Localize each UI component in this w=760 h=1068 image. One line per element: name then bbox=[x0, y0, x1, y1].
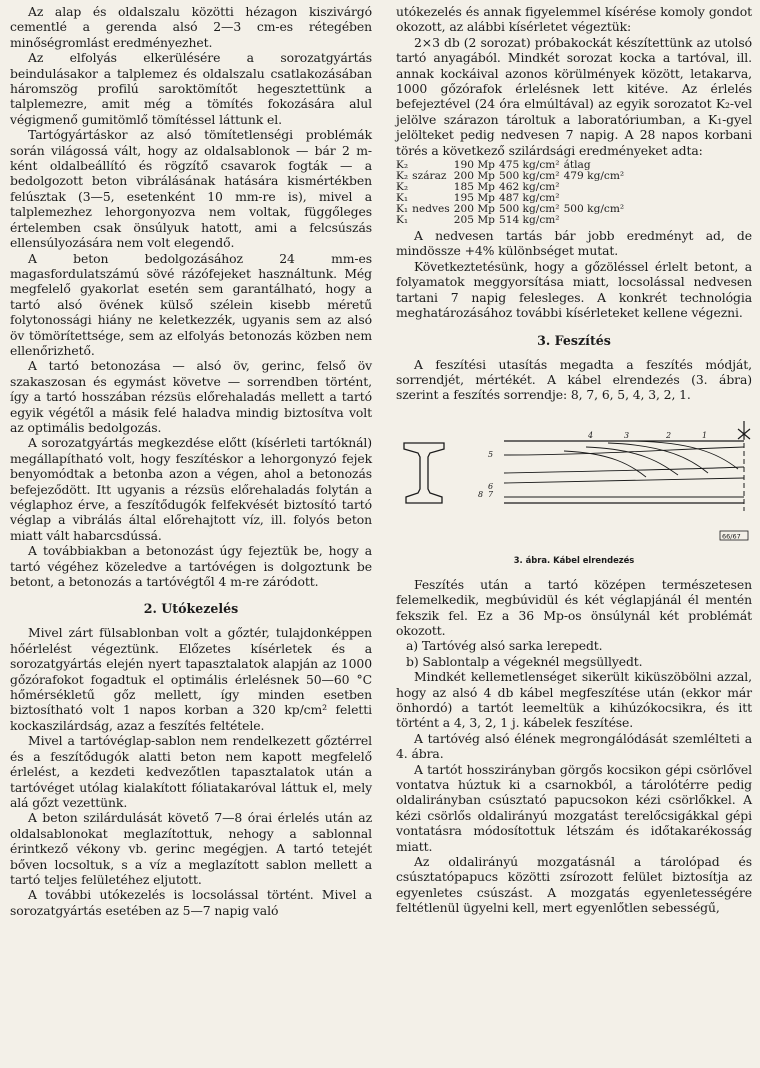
paragraph: Mindkét kellemetlenséget sikerült kiküszöbölni azzal, hogy az alsó 4 db kábel megfeszítése után (ekkor már önhordó) a tartót leemeltük a kihúzókocsikra, és itt történt a 4, 3, 2, 1 j. kábelek feszítése. bbox=[396, 669, 752, 731]
sample-load: 200 Mp bbox=[453, 203, 495, 216]
cable-label-6: 6 bbox=[488, 481, 494, 491]
paragraph: A tartót hosszirányban görgős kocsikon gépi csörlővel vontatva húztuk ki a csarnokból, a tárolótérre pedig oldalirányban csúsztató papucsokon kézi csörlőkkel. A kézi csörlős oldalirányú mozgatást terelőcsigákkal gépi vontatásra módosítottuk létszám és időtakarékosság miatt. bbox=[396, 761, 752, 854]
cable-arrangement-figure bbox=[396, 411, 752, 549]
sample-strength: 500 kg/cm² bbox=[498, 170, 560, 183]
sample-load: 190 Mp bbox=[453, 159, 495, 172]
cable-1 bbox=[632, 441, 738, 469]
table-row bbox=[396, 215, 628, 226]
cable-6 bbox=[504, 467, 744, 473]
paragraph: Következtetésünk, hogy a gőzöléssel érlelt betont, a folyamatok meggyorsítása miatt, locsolással nedvesen tartani 7 napig felesleges. A konkrét technológia meghatározásához további kísérleteket kellene végezni. bbox=[396, 258, 752, 321]
support-mark-icon bbox=[738, 421, 750, 439]
sample-load: 195 Mp bbox=[453, 192, 495, 205]
sample-extra bbox=[564, 182, 629, 193]
problem-list bbox=[396, 638, 752, 669]
paragraph: Az elfolyás elkerülésére a sorozatgyártás beindulásakor a talplemez és oldalszalu csatlakozásában háromszög profilú saroktömítőt hegesztettünk a talplemezre, amit még a tömítés fokozására alul végigmenő gumitömlő tömítéssel láttunk el. bbox=[10, 50, 372, 127]
paragraph: A további utókezelés is locsolással történt. Mivel a sorozatgyártás esetében az 5—7 napig való bbox=[10, 887, 372, 918]
cable-label-4: 4 bbox=[588, 430, 594, 440]
left-column bbox=[10, 4, 372, 918]
sample-label: K₁ bbox=[396, 203, 409, 216]
figure-caption: 3. ábra. Kábel elrendezés bbox=[513, 554, 635, 565]
sample-extra: 500 kg/cm² bbox=[563, 203, 625, 216]
sample-extra: 479 kg/cm² bbox=[563, 170, 625, 183]
sample-load: 205 Mp bbox=[453, 214, 495, 227]
paragraph: A továbbiakban a betonozást úgy fejeztük be, hogy a tartó végéhez közeledve a tartóvégen is dolgoztunk be betont, a betonozás a tartóvégtől 4 m-re záródott. bbox=[10, 543, 372, 590]
list-item: a) Tartóvég alsó sarka lerepedt. bbox=[406, 638, 603, 654]
sample-extra: átlag bbox=[563, 159, 591, 172]
sample-label: K₁ bbox=[396, 192, 409, 205]
sample-condition: nedves bbox=[412, 203, 450, 216]
paragraph: A tartó betonozása — alsó öv, gerinc, felső öv szakaszosan és egymást követve — sorrendben történt, így a tartó hosszában rézsüs előrehaladás mellett a tartó egyik végétől a másik felé haladva mindig biztosítva volt az optimális bedolgozás. bbox=[10, 358, 372, 435]
beam-cross-section bbox=[404, 443, 444, 503]
paragraph: Az oldalirányú mozgatásnál a tárolópad és csúsztatópapucs közötti zsírozott felület biztosítja az egyenletes csúszást. A mozgatás egyenletességére feltétlenül ügyelni kell, mert egyenlőtlen sebességű, bbox=[396, 854, 752, 916]
figure-stamp: 66/67 bbox=[722, 532, 741, 541]
sample-strength: 487 kg/cm² bbox=[498, 192, 560, 205]
paragraph: Tartógyártáskor az alsó tömítetlenségi problémák során világossá vált, hogy az oldalsablonok — bár 2 m-ként oldalbeállító és rögzítő csavarok fogták — a bedolgozott beton vibrálásának hatására kismértékben felúsztak (3—5, esetenként 10 mm-re is), mivel a talplemezhez lehorgonyozva nem voltak, függőleges értelemben csak önsúlyuk hatott, ami a felcsúszás ellensúlyozására nem volt elegendő. bbox=[10, 127, 372, 251]
sample-condition bbox=[412, 182, 454, 193]
paragraph: A sorozatgyártás megkezdése előtt (kísérleti tartóknál) megállapítható volt, hogy feszítéskor a lehorgonyzó fejek benyomódtak a betonba azon a végen, ahol a betonozás befejeződött. Itt ugyanis a rézsüs előrehaladás folytán a véglaphoz érve, a feszítődugók felfekvését biztosító tartó véglap a vibrálás által előrehajtott víz, ill. folyós beton miatt vált habarcsdússá. bbox=[10, 435, 372, 543]
sample-condition: száraz bbox=[412, 170, 447, 183]
paragraph: 2×3 db (2 sorozat) próbakockát készítettünk az utolsó tartó anyagából. Mindkét sorozat kocka a tartóval, ill. annak kockáival azonos körülmények között, letakarva, 1000 gőzórafok érlelésnek lett kitéve. Az érlelés befejeztével (24 óra elmúltával) az egyik sorozatot K₂-vel jelölve szárazon tároltuk a laboratóriumban, a K₁-gyel jelölteket pedig nedvesen 7 napig. A 28 napos korbani törés a következő szilárdsági eredményeket adta: bbox=[396, 34, 752, 158]
cable-label-5: 5 bbox=[488, 449, 494, 459]
sample-load: 185 Mp bbox=[453, 181, 495, 194]
paragraph: Mivel zárt fülsablonban volt a gőztér, tulajdonképpen hőérlelést végeztünk. Előzetes kísérletek és a sorozatgyártás elején nyert tapasztalatok alapján az 1000 gőzórafokot fogadtuk el optimális érlelésnek 50—60 °C hőmérsékletű gőz mellett, így minden esetben biztosítható volt 1 napos korban a 320 kp/cm² feletti kockaszilárdság, azaz a feszítés feltétele. bbox=[10, 625, 372, 733]
cable-label-8: 8 bbox=[478, 489, 484, 499]
cable-label-1: 1 bbox=[702, 430, 708, 440]
sample-condition bbox=[412, 215, 454, 226]
paragraph: Az alap és oldalszalu közötti hézagon kiszivárgó cementlé a gerenda alsó 2—3 cm-es rétegében minőségromlást eredményezhet. bbox=[10, 4, 372, 50]
sample-label: K₁ bbox=[396, 214, 409, 227]
paragraph: Feszítés után a tartó középen természetesen felemelkedik, megbúvidül és két véglapjánál él mentén fekszik fel. Ez a 36 Mp-os önsúlynál két problémát okozott. bbox=[396, 576, 752, 638]
sample-label: K₂ bbox=[396, 170, 409, 183]
paragraph: A beton bedolgozásához 24 mm-es magasfordulatszámú sövé rázófejeket használtunk. Még megfelelő gyakorlat esetén sem garantálható, hogy a tartó alsó övének külső szélein kisebb méretű folytonossági hiány ne keletkezzék, ugyanis sem az alsó öv tömörítettsége, sem az elfolyás betonozás közben nem ellenőrizhető. bbox=[10, 250, 372, 358]
sample-strength: 462 kg/cm² bbox=[498, 181, 560, 194]
section-heading-utokezeles: 2. Utókezelés bbox=[143, 601, 239, 617]
cable-label-2: 2 bbox=[666, 430, 672, 440]
cable-label-3: 3 bbox=[624, 430, 630, 440]
sample-label: K₂ bbox=[396, 181, 409, 194]
paragraph: utókezelés és annak figyelemmel kísérése komoly gondot okozott, az alábbi kísérletet végeztük: bbox=[396, 4, 752, 35]
sample-extra bbox=[564, 215, 629, 226]
paragraph: A feszítési utasítás megadta a feszítés módját, sorrendjét, mértékét. A kábel elrendezés (3. ábra) szerint a feszítés sorrendje: 8, 7, 6, 5, 4, 3, 2, 1. bbox=[396, 356, 752, 403]
strength-results-table bbox=[396, 160, 628, 226]
cable-label-7: 7 bbox=[488, 489, 494, 499]
sample-load: 200 Mp bbox=[453, 170, 495, 183]
sample-label: K₂ bbox=[396, 159, 409, 172]
paragraph: Mivel a tartóvéglap-sablon nem rendelkezett gőztérrel és a feszítődugók alatti beton nem kapott megfelelő érlelést, a kezdeti kedvezőtlen tapasztalatok után a tartóvéget utólag kialakított fóliatakaróval láttuk el, mely alá gőzt vezettünk. bbox=[10, 733, 372, 810]
paragraph: A beton szilárdulását követő 7—8 órai érlelés után az oldalsablonokat meglazítottuk, nehogy a sablonnal érintkező vékony vb. gerinc megégjen. A tartó tetejét bőven locsoltuk, s a víz a meglazított sablon mellett a tartó teljes felületéhez eljutott. bbox=[10, 810, 372, 887]
paragraph: A tartóvég alsó élének megrongálódását szemlélteti a 4. ábra. bbox=[396, 730, 752, 762]
sample-strength: 475 kg/cm² bbox=[498, 159, 560, 172]
cable-7 bbox=[504, 478, 744, 483]
sample-strength: 514 kg/cm² bbox=[498, 214, 560, 227]
cable-diagram bbox=[396, 411, 752, 549]
section-heading-feszites: 3. Feszítés bbox=[537, 332, 611, 348]
right-column bbox=[396, 4, 752, 916]
paragraph: A nedvesen tartás bár jobb eredményt ad, de mindössze +4% különbséget mutat. bbox=[396, 228, 752, 259]
list-item: b) Sablontalp a végeknél megsüllyedt. bbox=[406, 653, 643, 669]
cable-4 bbox=[564, 451, 646, 477]
sample-strength: 500 kg/cm² bbox=[498, 203, 560, 216]
